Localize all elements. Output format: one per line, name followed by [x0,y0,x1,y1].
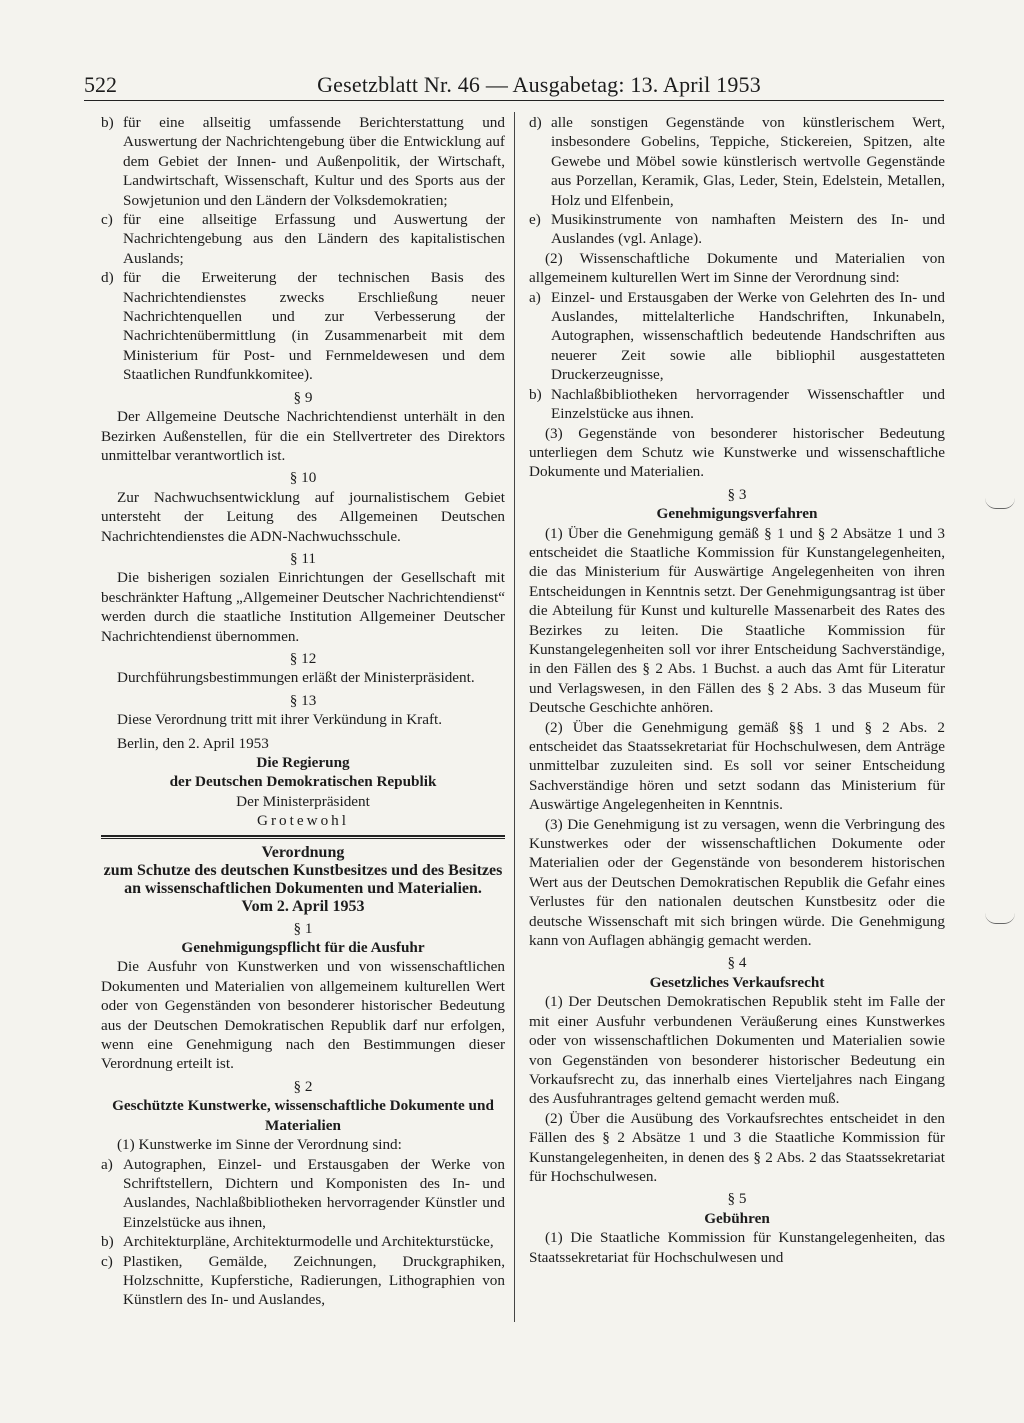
section-1-title: § 1 [293,919,313,937]
signature-place-date: Berlin, den 2. April 1953 [117,734,269,752]
list-item: b) Architekturpläne, Architekturmodelle und Architekturstücke, [101,1233,494,1251]
section-13-text: Diese Verordnung tritt mit ihrer Verkündung in Kraft. [117,711,443,729]
page-number: 522 [84,72,117,97]
decree-subtitle: zum Schutze des deutschen Kunstbesitzes und des Besitzes an wissenschaftlichen Dokumenten und Materialien. [103,861,503,897]
decree-date: Vom 2. April 1953 [241,897,365,915]
signature-name: Grotewohl [257,812,349,830]
section-3-paragraph-2: (2) Über die Genehmigung gemäß §§ 1 und § 2 Abs. 2 entscheidet das Staatssekretariat für Hochschulwesen, dem Anträge unmittelbar zuzuleiten sind. Es soll vor seiner Entscheidung Sachverständige hören und setzt sodann das Ministerium für Auswärtige Angelegenheiten in Kenntnis. [529,718,945,814]
column-divider [514,112,515,1322]
section-9-text: Der Allgemeine Deutsche Nachrichtendienst unterhält in den Bezirken Außenstellen, für die ein Stellvertreter des Direktors unmittelbar verantwortlich ist. [101,408,505,464]
section-10-text: Zur Nachwuchsentwicklung auf journalistischem Gebiet untersteht der Leitung des Allgemeinen Deutschen Nachrichtendienstes die ADN-Nachwuchsschule. [101,488,505,545]
section-4-title: § 4 [727,954,747,972]
section-3-heading: Genehmigungsverfahren [656,505,818,523]
list-item: b) Nachlaßbibliotheken hervorragender Wissenschaftler und Einzelstücke aus ihnen. [529,385,945,423]
list-item: a) Autographen, Einzel- und Erstausgaben der Werke von Schriftstellern, Dichtern und Komponisten des In- und Auslandes, Nachlaßbibliotheken hervorragender Künstler und Einzelstücke aus ihnen, [101,1155,505,1231]
section-5-title: § 5 [727,1190,747,1208]
list-item: e) Musikinstrumente von namhaften Meistern des In- und Auslandes (vgl. Anlage). [529,211,945,248]
section-2-intro: (1) Kunstwerke im Sinne der Verordnung sind: [117,1136,402,1154]
section-12-title: § 12 [289,649,317,667]
decree-title: Verordnung [261,843,345,861]
list-item: c) für eine allseitige Erfassung und Auswertung der Nachrichtengebung aus den Ländern des kapitalistischen Auslands; [101,211,505,267]
gazette-title: Gesetzblatt Nr. 46 — Ausgabetag: 13. April 1953 [317,72,761,97]
paragraph-3: (3) Gegenstände von besonderer historischer Bedeutung unterliegen dem Schutz wie Kunstwerke und wissenschaftliche Dokumente und Materialien. [529,424,945,481]
separator-rule-thin [101,838,505,839]
section-3-paragraph-1: (1) Über die Genehmigung gemäß § 1 und § 2 Absätze 1 und 3 entscheidet die Staatliche Kommission für Kunstangelegenheiten, die das Ministerium für Auswärtige Angelegenheiten von ihren Entscheidungen in Kenntnis setzt. Der Genehmigungsantrag ist über die Abteilung für Kunst und kulturelle Massenarbeit des Rates des Bezirkes zu leiten. Die Staatliche Kommission für Kunstangelegenheiten soll vor ihrer Entscheidung Sachverständige, in den Fällen des § 2 Abs. 1 Buchst. a auch das Amt für Literatur und Verlagswesen, in den Fällen des § 2 Abs. 3 das Museum für Deutsche Geschichte anhören. [529,524,945,717]
section-4-paragraph-2: (2) Über die Ausübung des Vorkaufsrechtes entscheidet in den Fällen des § 2 Absätze 1 und 3 die Staatliche Kommission für Kunstangelegenheiten, in denen des § 2 Abs. 2 das Staatssekretariat für Hochschulwesen. [529,1109,945,1185]
section-10-title: § 10 [289,469,317,487]
list-item: a) Einzel- und Erstausgaben der Werke von Gelehrten des In- und Auslandes, mittelalterliche Handschriften, Inkunabeln, Autographen, wissenschaftlich bedeutende Handschriften aus neuerer Zeit sowie alle bibliophil ausgestatteten Druckerzeugnisse, [529,288,945,384]
list-item: b) für eine allseitig umfassende Berichterstattung und Auswertung der Nachrichtengebung über die Entwicklung auf dem Gebiet der Innen- und Außenpolitik, der Wirtschaft, Landwirtschaft, Wissenschaft, Kultur und des Sports aus der Sowjetunion und den Ländern der Volksdemokratien; [101,114,505,209]
list-item: c) Plastiken, Gemälde, Zeichnungen, Druckgraphiken, Holzschnitte, Kupferstiche, Radierungen, Lithographien von Künstlern des In- und Auslandes, [101,1252,505,1309]
section-11-text: Die bisherigen sozialen Einrichtungen der Gesellschaft mit beschränkter Haftung „Allgemeiner Deutscher Nachrichtendienst“ werden durch die staatliche Institution Allgemeiner Deutscher Nachrichtendienst übernommen. [101,569,505,645]
section-3-title: § 3 [727,485,747,503]
section-1-heading: Genehmigungspflicht für die Ausfuhr [181,939,425,957]
right-column [529,113,945,1267]
left-column [101,113,505,1310]
margin-mark [985,913,1015,924]
section-3-paragraph-3: (3) Die Genehmigung ist zu versagen, wenn die Verbringung des Kunstwerkes oder der wissenschaftlichen Dokumente oder Materialien oder der Gegenstände von besonderem historischen Wert aus der Deutschen Demokratischen Republik die Gefahr eines Verlustes für den nationalen deutschen Kunstbesitz oder die deutsche Wissenschaft mit sich bringen würde. Die Genehmigung kann von Auflagen abhängig gemacht werden. [529,815,945,950]
section-5-heading: Gebühren [704,1209,770,1227]
section-4-heading: Gesetzliches Verkaufsrecht [649,973,825,991]
section-12-text: Durchführungsbestimmungen erläßt der Ministerpräsident. [117,669,475,687]
section-2-heading: Geschützte Kunstwerke, wissenschaftliche Dokumente und Materialien [112,1097,494,1134]
list-item: d) alle sonstigen Gegenstände von künstlerischem Wert, insbesondere Gobelins, Teppiche, Stickereien, Spitzen, alte Gewebe und Möbel sowie künstlerisch wertvolle Gegenstände aus Porzellan, Keramik, Glas, Leder, Stein, Edelstein, Metallen, Holz und Elfenbein, [529,114,945,209]
signature-government: Die Regierung [256,754,350,771]
separator-rule [101,835,505,837]
section-9-title: § 9 [293,388,313,406]
signature-government-line2: der Deutschen Demokratischen Republik [169,773,437,791]
list-item: d) für die Erweiterung der technischen Basis des Nachrichtendienstes zwecks Erschließung neuer Nachrichtenquellen und zur Verbesserung der Nachrichtenübermittlung (in Zusammenarbeit mit dem Ministerium für Post- und Fernmeldewesen und dem Staatlichen Rundfunkkomitee). [101,269,505,384]
section-11-title: § 11 [289,549,316,567]
section-13-title: § 13 [289,691,317,709]
paragraph-2-intro: (2) Wissenschaftliche Dokumente und Materialien von allgemeinem kulturellen Wert im Sinne der Verordnung sind: [529,249,945,287]
page-header [84,70,944,101]
section-4-paragraph-1: (1) Der Deutschen Demokratischen Republik steht im Falle der mit einer Ausfuhr verbundenen Veräußerung eines Kunstwerkes oder von wissenschaftlichen Dokumenten und Materialien sowie von Gegenständen von besonderer historischer Bedeutung ein Vorkaufsrecht zu, das innerhalb eines Vierteljahres nach Eingang des Ausfuhrantrages geltend gemacht werden muß. [529,993,945,1108]
margin-mark [985,498,1015,509]
signature-office: Der Ministerpräsident [236,792,370,810]
section-2-title: § 2 [293,1077,313,1095]
section-1-text: Die Ausfuhr von Kunstwerken und von wissenschaftlichen Dokumenten und Materialien von allgemeinem kulturellen Wert oder von Gegenständen von besonderer historischer Bedeutung aus der Deutschen Demokratischen Republik darf nur erfolgen, wenn eine Genehmigung nach den Bestimmungen dieser Verordnung erteilt ist. [101,958,505,1073]
section-5-paragraph-1: (1) Die Staatliche Kommission für Kunstangelegenheiten, das Staatssekretariat für Hochschulwesen und [529,1229,945,1266]
